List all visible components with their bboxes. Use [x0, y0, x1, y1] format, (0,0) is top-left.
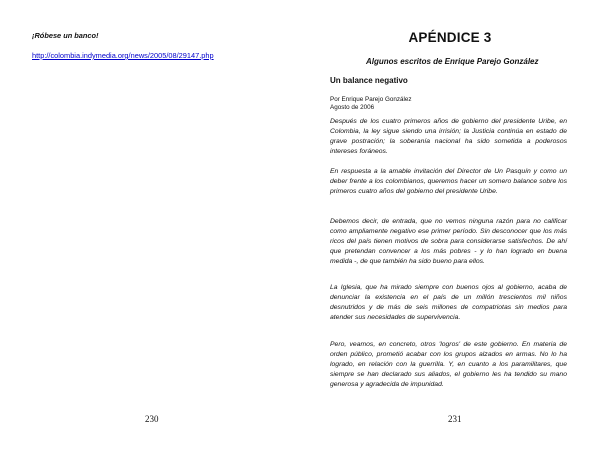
source-url-link[interactable]: http://colombia.indymedia.org/news/2005/08/29147.php — [32, 51, 214, 60]
body-paragraph: Pero, veamos, en concreto, otros 'logros' de este gobierno. En materia de orden público, prometió acabar con los grupos alzados en armas. No lo ha logrado, en relación con la guerrilla. Y, en cuanto a los paramilitares, que siempre se han declarado sus aliados, el gobierno les ha tendido su mano generosa y agradecida de impunidad. — [330, 341, 567, 388]
entry-title: ¡Róbese un banco! — [32, 31, 99, 40]
byline — [330, 96, 412, 112]
body-paragraph: Después de los cuatro primeros años de gobierno del presidente Uribe, en Colombia, la ley sigue siendo una irrisión; la Justicia continúa en estado de grave postración; la soberanía nacional ha sido sometida a poderosos intereses foráneos. — [330, 118, 567, 155]
right-page — [300, 0, 600, 450]
page-number-left: 230 — [145, 414, 159, 424]
body-paragraph: Debemos decir, de entrada, que no vemos ninguna razón para no calificar como ampliamente negativo ese primer período. Sin desconocer que los más ricos del país tienen motivos de sobra para considerarse satisfechos. De ahí que pretendan convencer a los más pobres - y lo han logrado en buena medida -, de que también ha sido bueno para ellos. — [330, 218, 567, 265]
byline-author: Por Enrique Parejo González — [330, 96, 412, 103]
body-paragraph: En respuesta a la amable invitación del Director de Un Pasquín y como un deber frente a los colombianos, queremos hacer un somero balance sobre los primeros cuatro años del gobierno del presidente Uribe. — [330, 168, 567, 195]
article-title: Un balance negativo — [330, 76, 408, 85]
appendix-title: APÉNDICE 3 — [408, 30, 492, 45]
body-paragraph: La Iglesia, que ha mirado siempre con buenos ojos al gobierno, acaba de denunciar la existencia en el país de un millón trescientos mil niños desnutridos y de más de seis millones de compatriotas sin medios para atender sus necesidades de supervivencia. — [330, 284, 567, 321]
appendix-subtitle: Algunos escritos de Enrique Parejo González — [366, 57, 539, 66]
page-number-right: 231 — [448, 414, 462, 424]
byline-date: Agosto de 2006 — [330, 104, 375, 111]
